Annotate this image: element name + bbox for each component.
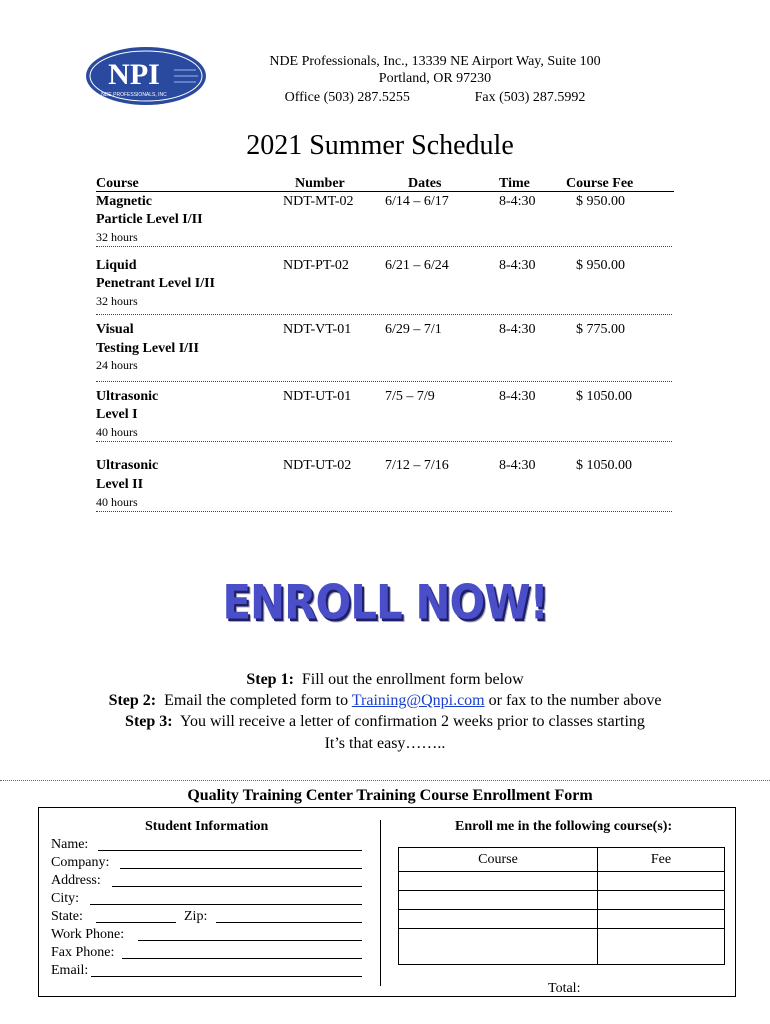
fee-cell[interactable] — [598, 929, 725, 965]
course-time: 8-4:30 — [499, 194, 536, 209]
course-dates: 6/29 – 7/1 — [385, 322, 442, 337]
form-title: Quality Training Center Training Course Enrollment Form — [187, 787, 593, 804]
course-name: Visual — [96, 322, 134, 337]
course-time: 8-4:30 — [499, 258, 536, 273]
course-number: NDT-PT-02 — [283, 258, 349, 273]
course-cell[interactable] — [399, 891, 598, 910]
email-field[interactable] — [91, 964, 362, 977]
enroll-now-banner: ENROLL NOW! — [222, 575, 548, 630]
step-2-text: Email the completed form to — [164, 692, 349, 709]
row-rule — [96, 441, 672, 442]
state-field[interactable] — [96, 910, 176, 923]
course-fee: $ 950.00 — [576, 258, 625, 273]
row-rule — [96, 314, 672, 315]
course-name: Level I — [96, 407, 138, 422]
fax-phone-label: Fax Phone: — [51, 945, 115, 960]
course-cell[interactable] — [399, 872, 598, 891]
step-1 — [0, 669, 770, 690]
col-time: Time — [499, 176, 530, 191]
col-fee: Course Fee — [566, 176, 634, 191]
work-phone-label: Work Phone: — [51, 927, 125, 942]
step-3-text: You will receive a letter of confirmation 2 weeks prior to classes starting — [180, 713, 645, 730]
city-label: City: — [51, 891, 80, 906]
course-hours: 32 hours — [96, 230, 138, 244]
course-fee: $ 1050.00 — [576, 389, 632, 404]
course-dates: 6/21 – 6/24 — [385, 258, 449, 273]
course-cell[interactable] — [399, 910, 598, 929]
company-contact — [240, 88, 630, 108]
student-info-heading: Student Information — [145, 819, 269, 834]
course-hours: 40 hours — [96, 495, 138, 509]
logo-subtext: NDE PROFESSIONALS, INC — [101, 92, 167, 98]
course-name: Testing Level I/II — [96, 341, 199, 356]
course-name: Level II — [96, 477, 144, 492]
row-rule — [96, 246, 672, 247]
fee-cell[interactable] — [598, 891, 725, 910]
course-name: Ultrasonic — [96, 389, 159, 404]
state-label: State: — [51, 909, 83, 924]
zip-label: Zip: — [184, 909, 208, 924]
company-address: NDE Professionals, Inc., 13339 NE Airport Way, Suite 100 — [269, 54, 601, 69]
fax-phone-field[interactable] — [122, 946, 362, 959]
course-entry-row[interactable] — [399, 891, 725, 910]
step-1-label: Step 1: — [246, 671, 294, 688]
course-cell[interactable] — [399, 929, 598, 965]
fee-column-header: Fee — [598, 848, 725, 872]
email-link[interactable]: Training@Qnpi.com — [351, 692, 485, 709]
company-city: Portland, OR 97230 — [378, 71, 492, 86]
col-course: Course — [96, 176, 139, 191]
course-number: NDT-MT-02 — [283, 194, 354, 209]
course-hours: 40 hours — [96, 425, 138, 439]
step-2-label: Step 2: — [108, 692, 157, 709]
course-hours: 24 hours — [96, 358, 138, 372]
form-divider — [380, 820, 381, 986]
course-entry-row[interactable] — [399, 872, 725, 891]
work-phone-field[interactable] — [138, 928, 362, 941]
npi-logo — [84, 44, 208, 108]
logo-text: NPI — [108, 58, 160, 91]
course-name: Magnetic — [96, 194, 152, 209]
course-time: 8-4:30 — [499, 322, 536, 337]
step-1-text: Fill out the enrollment form below — [301, 671, 524, 688]
course-time: 8-4:30 — [499, 389, 536, 404]
course-dates: 7/12 – 7/16 — [385, 458, 449, 473]
address-field[interactable] — [112, 874, 362, 887]
course-entry-row[interactable] — [399, 910, 725, 929]
enroll-courses-heading: Enroll me in the following course(s): — [455, 819, 673, 834]
course-name: Penetrant Level I/II — [96, 276, 215, 291]
office-phone: Office (503) 287.5255 — [284, 90, 410, 105]
course-fee: $ 775.00 — [576, 322, 625, 337]
col-dates: Dates — [408, 176, 442, 191]
course-number: NDT-UT-01 — [283, 389, 352, 404]
course-hours: 32 hours — [96, 294, 138, 308]
company-label: Company: — [51, 855, 110, 870]
closing-line: It’s that easy…….. — [324, 735, 446, 752]
course-entry-row[interactable] — [399, 929, 725, 965]
course-number: NDT-VT-01 — [283, 322, 352, 337]
step-2 — [0, 690, 770, 711]
email-label: Email: — [51, 963, 89, 978]
page-title: 2021 Summer Schedule — [246, 130, 514, 161]
address-label: Address: — [51, 873, 101, 888]
row-rule — [96, 511, 672, 512]
fee-cell[interactable] — [598, 872, 725, 891]
zip-field[interactable] — [216, 910, 362, 923]
header-rule — [96, 191, 674, 192]
course-dates: 6/14 – 6/17 — [385, 194, 449, 209]
course-number: NDT-UT-02 — [283, 458, 352, 473]
fee-cell[interactable] — [598, 910, 725, 929]
course-fee: $ 950.00 — [576, 194, 625, 209]
course-table — [398, 847, 725, 965]
company-field[interactable] — [120, 856, 362, 869]
total-label: Total: — [548, 981, 581, 996]
step-2-text-b: or fax to the number above — [488, 692, 662, 709]
course-column-header: Course — [399, 848, 598, 872]
fax-number: Fax (503) 287.5992 — [474, 90, 586, 105]
course-name: Particle Level I/II — [96, 212, 203, 227]
name-field[interactable] — [98, 838, 362, 851]
course-table-header — [399, 848, 725, 872]
city-field[interactable] — [90, 892, 362, 905]
cut-line — [0, 780, 770, 781]
course-fee: $ 1050.00 — [576, 458, 632, 473]
step-3 — [0, 711, 770, 732]
row-rule — [96, 381, 672, 382]
course-name: Ultrasonic — [96, 458, 159, 473]
course-time: 8-4:30 — [499, 458, 536, 473]
step-3-label: Step 3: — [125, 713, 173, 730]
course-name: Liquid — [96, 258, 137, 273]
course-dates: 7/5 – 7/9 — [385, 389, 435, 404]
col-number: Number — [295, 176, 345, 191]
name-label: Name: — [51, 837, 89, 852]
